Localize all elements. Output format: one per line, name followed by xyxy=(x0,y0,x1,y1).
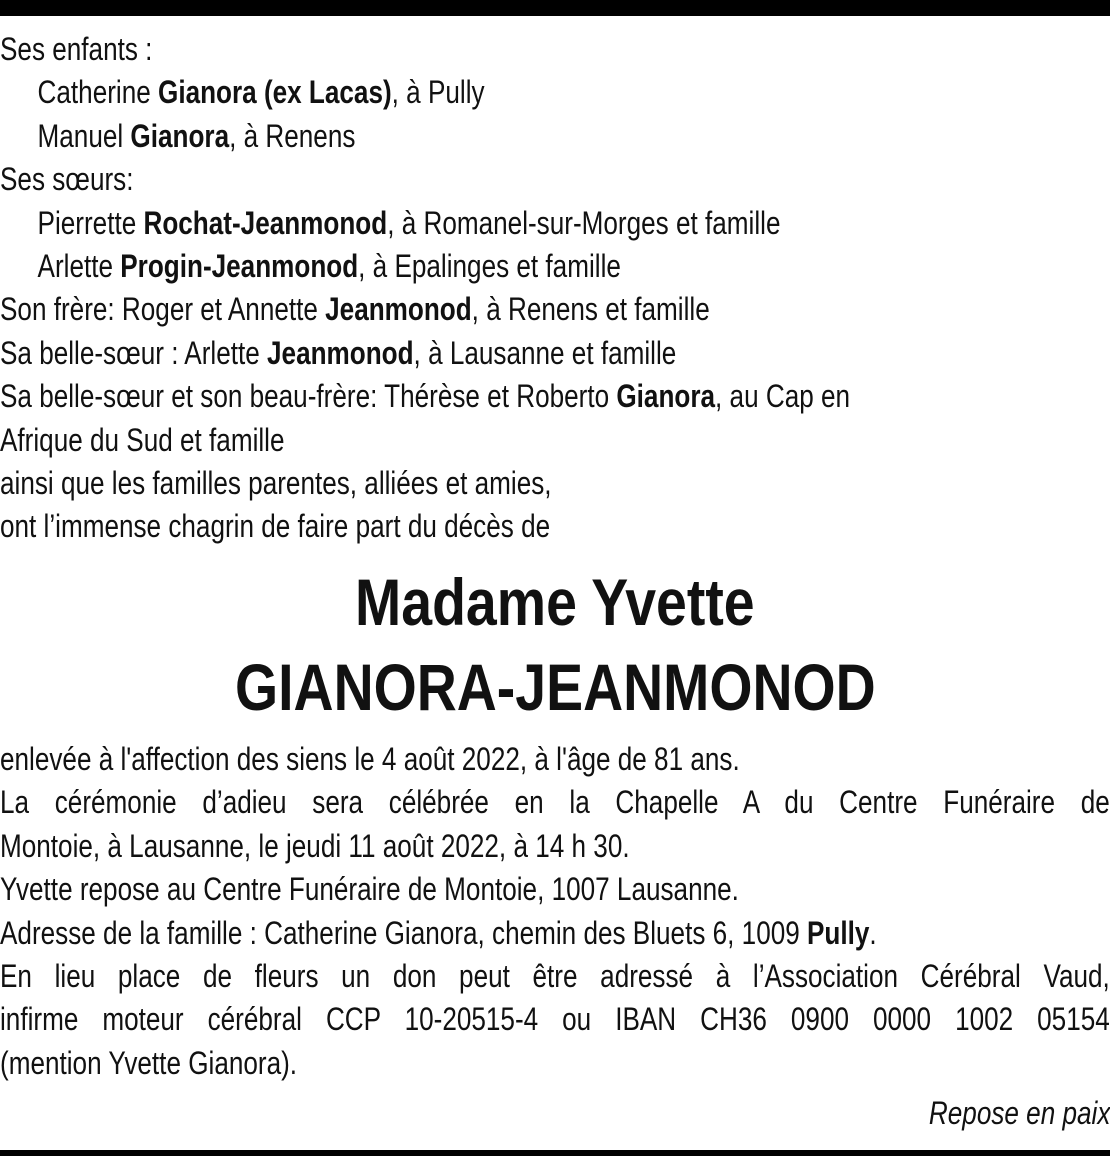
bold-name: Pully xyxy=(807,914,870,951)
family-list xyxy=(0,28,1110,549)
bottom-rule xyxy=(0,1150,1110,1156)
family-line xyxy=(0,505,1110,548)
family-line xyxy=(0,158,1110,201)
family-line xyxy=(0,419,1110,462)
text-segment: , à Renens et famille xyxy=(471,291,710,328)
deceased-name-line1 xyxy=(0,560,1110,644)
text-segment: , à Pully xyxy=(391,74,485,111)
text-segment: ainsi que les familles parentes, alliées et amies, xyxy=(0,465,552,502)
detail-line xyxy=(0,998,1110,1041)
family-line xyxy=(0,115,1110,158)
text-segment: Arlette xyxy=(37,248,121,285)
family-line xyxy=(0,245,1110,288)
text-segment: , à Romanel-sur-Morges et famille xyxy=(387,204,781,241)
bold-name: Jeanmonod xyxy=(267,334,414,371)
family-line xyxy=(0,288,1110,331)
text-segment: Adresse de la famille : Catherine Gianora, chemin des Bluets 6, 1009 xyxy=(0,914,808,951)
family-line xyxy=(0,28,1110,71)
text-segment: (mention Yvette Gianora). xyxy=(0,1044,298,1081)
detail-line xyxy=(0,955,1110,998)
family-line xyxy=(0,462,1110,505)
family-line xyxy=(0,71,1110,114)
text-segment: ont l’immense chagrin de faire part du décès de xyxy=(0,508,551,545)
deceased-name-line2 xyxy=(0,645,1110,729)
family-line xyxy=(0,332,1110,375)
text-segment: , à Lausanne et famille xyxy=(413,334,677,371)
deceased-surname: GIANORA-JEANMONOD xyxy=(234,650,876,724)
text-segment: La cérémonie d’adieu sera célébrée en la Chapelle A du Centre Funéraire de xyxy=(0,784,1110,821)
deceased-title: Madame Yvette xyxy=(355,565,755,639)
ceremony-details xyxy=(0,738,1110,1085)
text-segment: , au Cap en xyxy=(715,378,851,415)
text-segment: Afrique du Sud et famille xyxy=(0,421,285,458)
detail-line xyxy=(0,912,1110,955)
text-segment: Ses sœurs: xyxy=(0,161,134,198)
detail-line xyxy=(0,781,1110,824)
text-segment: En lieu place de fleurs un don peut être adressé à l’Association Cérébral Vaud, xyxy=(0,958,1110,995)
bold-name: Gianora (ex Lacas) xyxy=(158,74,392,111)
bold-name: Gianora xyxy=(616,378,716,415)
text-segment: enlevée à l'affection des siens le 4 août 2022, à l'âge de 81 ans. xyxy=(0,741,740,777)
text-segment: Sa belle-sœur : Arlette xyxy=(0,334,268,371)
text-segment: Yvette repose au Centre Funéraire de Montoie, 1007 Lausanne. xyxy=(0,871,739,908)
text-segment: infirme moteur cérébral CCP 10-20515-4 ou IBAN CH36 0900 0000 1002 05154 xyxy=(0,1001,1110,1038)
text-segment: Ses enfants : xyxy=(0,31,153,67)
text-segment: Pierrette xyxy=(37,204,144,241)
text-segment: Montoie, à Lausanne, le jeudi 11 août 2022, à 14 h 30. xyxy=(0,827,630,864)
family-line xyxy=(0,375,1110,418)
detail-line xyxy=(0,738,1110,781)
text-segment: Son frère: Roger et Annette xyxy=(0,291,326,328)
bold-name: Progin-Jeanmonod xyxy=(120,248,359,285)
closing-phrase: Repose en paix xyxy=(928,1095,1110,1131)
text-segment: , à Renens xyxy=(229,117,356,154)
bold-name: Rochat-Jeanmonod xyxy=(143,204,388,241)
detail-line xyxy=(0,825,1110,868)
detail-line xyxy=(0,1042,1110,1085)
text-segment: Catherine xyxy=(37,74,159,111)
top-rule xyxy=(0,0,1110,16)
text-segment: Sa belle-sœur et son beau-frère: Thérèse et Roberto xyxy=(0,378,617,415)
text-segment: Manuel xyxy=(37,117,131,154)
text-segment: , à Epalinges et famille xyxy=(358,248,621,285)
family-line xyxy=(0,202,1110,245)
bold-name: Gianora xyxy=(130,117,230,154)
bold-name: Jeanmonod xyxy=(325,291,472,328)
detail-line xyxy=(0,868,1110,911)
text-segment: . xyxy=(869,914,877,951)
